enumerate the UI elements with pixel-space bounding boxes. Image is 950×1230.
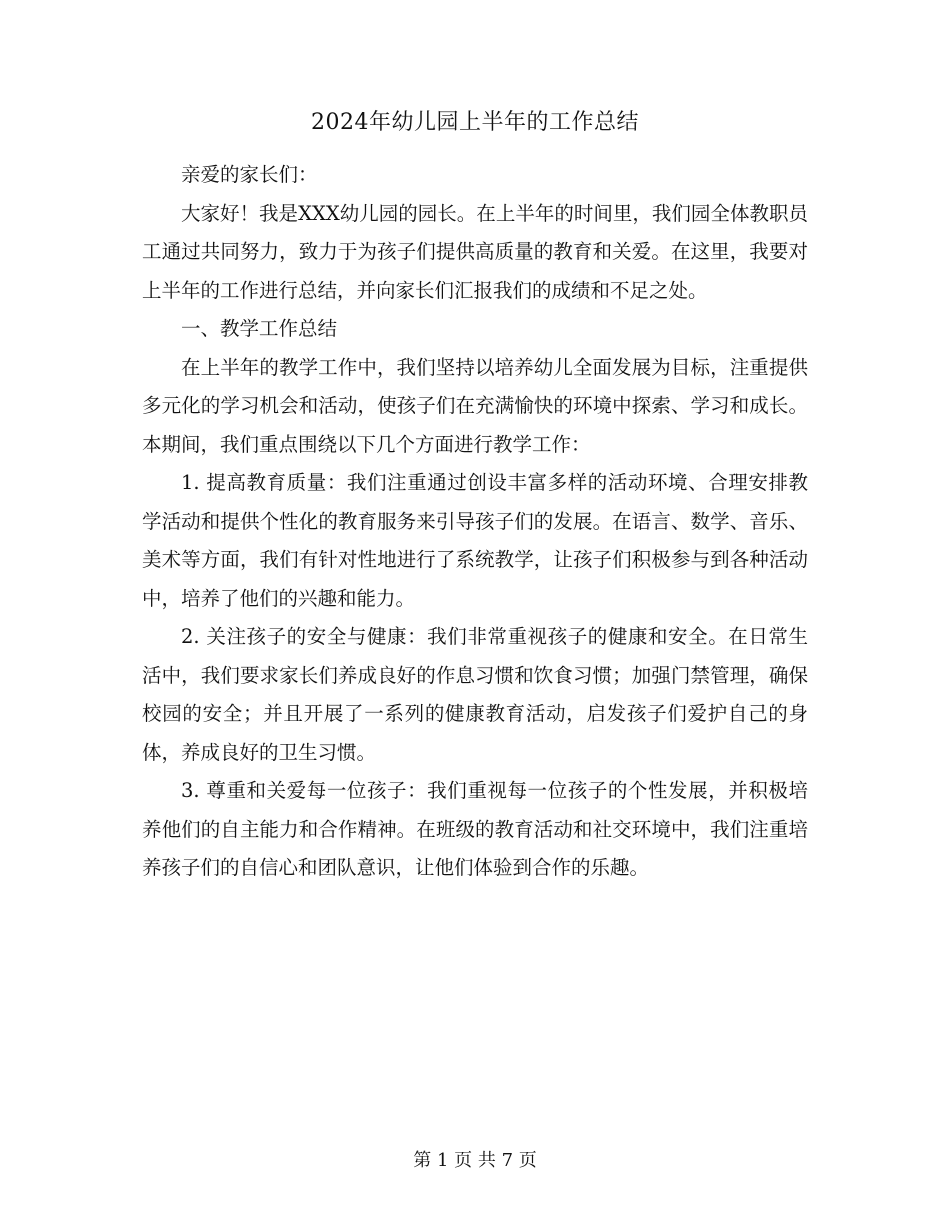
intro-paragraph: 大家好！我是XXX幼儿园的园长。在上半年的时间里，我们园全体教职员工通过共同努力，致力于为孩子们提供高质量的教育和关爱。在这里，我要对上半年的工作进行总结，并向家长们汇报我们的成绩和不足之处。: [142, 201, 808, 302]
section-heading: 一、教学工作总结: [181, 317, 338, 340]
document-title: 2024年幼儿园上半年的工作总结: [311, 110, 639, 135]
body-paragraph: 在上半年的教学工作中，我们坚持以培养幼儿全面发展为目标，注重提供多元化的学习机会和活动，使孩子们在充满愉快的环境中探索、学习和成长。本期间，我们重点围绕以下几个方面进行教学工作：: [142, 355, 808, 456]
document-body: [142, 156, 808, 888]
list-item-paragraph: 3. 尊重和关爱每一位孩子：我们重视每一位孩子的个性发展，并积极培养他们的自主能力和合作精神。在班级的教育活动和社交环境中，我们注重培养孩子们的自信心和团队意识，让他们体验到合作的乐趣。: [142, 779, 808, 879]
salutation-paragraph: 亲爱的家长们：: [181, 163, 318, 186]
list-item-paragraph: 2. 关注孩子的安全与健康：我们非常重视孩子的健康和安全。在日常生活中，我们要求家长们养成良好的作息习惯和饮食习惯；加强门禁管理，确保校园的安全；并且开展了一系列的健康教育活动，启发孩子们爱护自己的身体，养成良好的卫生习惯。: [142, 625, 808, 764]
page-number-footer: 第 1 页 共 7 页: [413, 1150, 537, 1171]
list-item-paragraph: 1. 提高教育质量：我们注重通过创设丰富多样的活动环境、合理安排教学活动和提供个性化的教育服务来引导孩子们的发展。在语言、数学、音乐、美术等方面，我们有针对性地进行了系统教学，让孩子们积极参与到各种活动中，培养了他们的兴趣和能力。: [142, 471, 808, 610]
